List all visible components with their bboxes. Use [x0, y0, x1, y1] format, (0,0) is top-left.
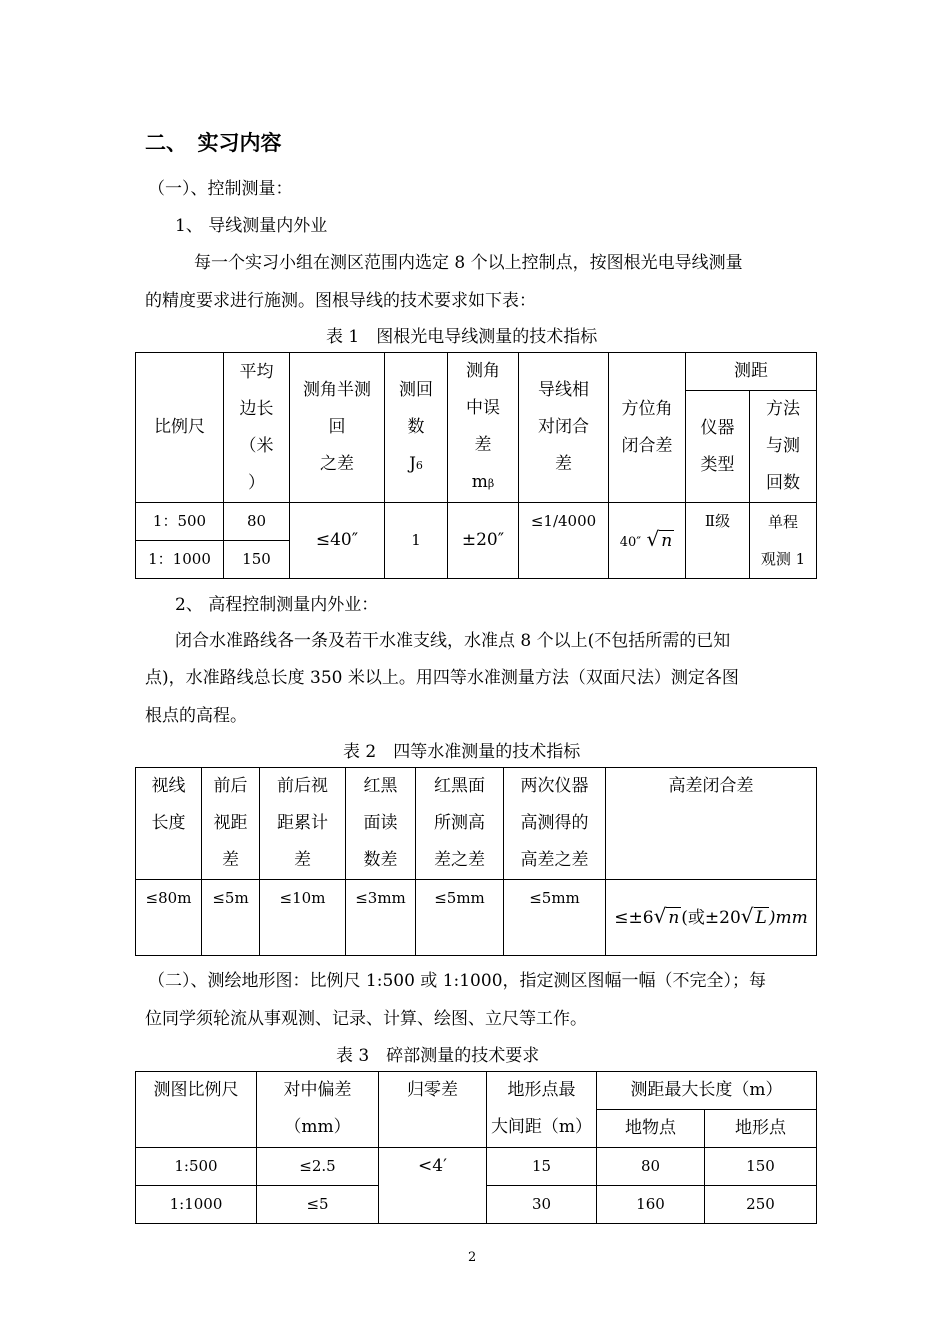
item-traverse: 1、 导线测量内外业: [175, 216, 328, 236]
item-leveling: 2、 高程控制测量内外业：: [175, 595, 379, 615]
header-method: 方法 与测 回数: [750, 391, 817, 503]
header-two-instrument-diff: 两次仪器 高测得的 高差之差: [504, 768, 606, 880]
header-map-scale: 测图比例尺: [136, 1072, 257, 1148]
cell-azimuth-closure: 40″ √ n: [609, 503, 686, 579]
paragraph-line: 每一个实习小组在测区范围内选定 8 个以上控制点，按图根光电导线测量: [194, 253, 743, 273]
cell-scale: 1:500: [136, 1148, 257, 1186]
cell-instrument: Ⅱ级: [686, 503, 750, 579]
table-caption: 表 3 碎部测量的技术要求: [336, 1046, 540, 1066]
header-zero-error: 归零差: [379, 1072, 487, 1148]
subsection-control-survey: （一）、控制测量：: [148, 179, 293, 199]
header-red-black-height-diff: 红黑面 所测高 差之差: [416, 768, 504, 880]
header-max-distance: 测距最大长度（m）: [597, 1072, 817, 1110]
paragraph-line: 闭合水准路线各一条及若干水准支线，水准点 8 个以上(不包括所需的已知: [175, 631, 731, 651]
cell-height-closure: ≤±6√ n (或±20√ L )mm: [606, 880, 817, 956]
header-scale: 比例尺: [136, 353, 224, 503]
paragraph-line: 位同学须轮流从事观测、记录、计算、绘图、立尺等工作。: [145, 1009, 587, 1029]
cell-method: 单程 观测 1: [750, 503, 817, 579]
header-instrument: 仪器 类型: [686, 391, 750, 503]
header-azimuth-closure: 方位角 闭合差: [609, 353, 686, 503]
header-half-round-diff: 测角半测 回 之差: [290, 353, 385, 503]
cell-terrain-distance: 150: [705, 1148, 817, 1186]
header-fb-distance-diff: 前后 视距 差: [202, 768, 260, 880]
cell-scale: 1:1000: [136, 1186, 257, 1224]
cell-angle-error: ±20″: [448, 503, 519, 579]
cell-sight-length: ≤80m: [136, 880, 202, 956]
header-rounds: 测回 数 J6: [385, 353, 448, 503]
header-feature-point: 地物点: [597, 1110, 705, 1148]
table-detail-survey-specs: [135, 1071, 817, 1224]
cell-max-interval: 30: [487, 1186, 597, 1224]
subsection-topographic: （二）、测绘地形图：比例尺 1:500 或 1:1000，指定测区图幅一幅（不完全）；每: [148, 971, 767, 991]
cell-avg-150: 150: [224, 541, 290, 579]
table-leveling-specs: [135, 767, 817, 956]
cell-relative-closure: ≤1/4000: [519, 503, 609, 579]
cell-avg-80: 80: [224, 503, 290, 541]
paragraph-line: 根点的高程。: [145, 706, 247, 726]
section-title: 二、 实习内容: [145, 131, 282, 155]
table-caption: 表 1 图根光电导线测量的技术指标: [326, 327, 598, 347]
header-avg-length: 平均 边长 （米 ）: [224, 353, 290, 503]
header-red-black-reading-diff: 红黑 面读 数差: [346, 768, 416, 880]
cell-feature-distance: 80: [597, 1148, 705, 1186]
header-max-interval: 地形点最 大间距（m）: [487, 1072, 597, 1148]
page-number: 2: [468, 1250, 477, 1265]
header-centering-error: 对中偏差 （mm）: [257, 1072, 379, 1148]
table-traverse-specs: [135, 352, 817, 579]
header-height-closure: 高差闭合差: [606, 768, 817, 880]
sqrt-formula: √ n: [646, 526, 673, 551]
cell-fb-distance-diff: ≤5m: [202, 880, 260, 956]
paragraph-line: 的精度要求进行施测。图根导线的技术要求如下表：: [145, 291, 536, 311]
cell-red-black-height-diff: ≤5mm: [416, 880, 504, 956]
header-sight-length: 视线 长度: [136, 768, 202, 880]
header-fb-cumulative-diff: 前后视 距累计 差: [260, 768, 346, 880]
cell-zero-error: <4′: [379, 1148, 487, 1224]
paragraph-line: 点)，水准路线总长度 350 米以上。用四等水准测量方法（双面尺法）测定各图: [145, 668, 739, 688]
header-distance: 测距: [686, 353, 817, 391]
cell-red-black-reading-diff: ≤3mm: [346, 880, 416, 956]
cell-feature-distance: 160: [597, 1186, 705, 1224]
cell-terrain-distance: 250: [705, 1186, 817, 1224]
cell-scale-1000: 1：1000: [136, 541, 224, 579]
cell-centering-error: ≤2.5: [257, 1148, 379, 1186]
header-relative-closure: 导线相 对闭合 差: [519, 353, 609, 503]
header-angle-error: 测角 中误 差 mβ: [448, 353, 519, 503]
header-terrain-point: 地形点: [705, 1110, 817, 1148]
cell-half-round-diff: ≤40″: [290, 503, 385, 579]
cell-max-interval: 15: [487, 1148, 597, 1186]
cell-scale-500: 1：500: [136, 503, 224, 541]
cell-rounds: 1: [385, 503, 448, 579]
cell-centering-error: ≤5: [257, 1186, 379, 1224]
cell-two-instrument-diff: ≤5mm: [504, 880, 606, 956]
table-caption: 表 2 四等水准测量的技术指标: [343, 742, 581, 762]
cell-fb-cumulative-diff: ≤10m: [260, 880, 346, 956]
